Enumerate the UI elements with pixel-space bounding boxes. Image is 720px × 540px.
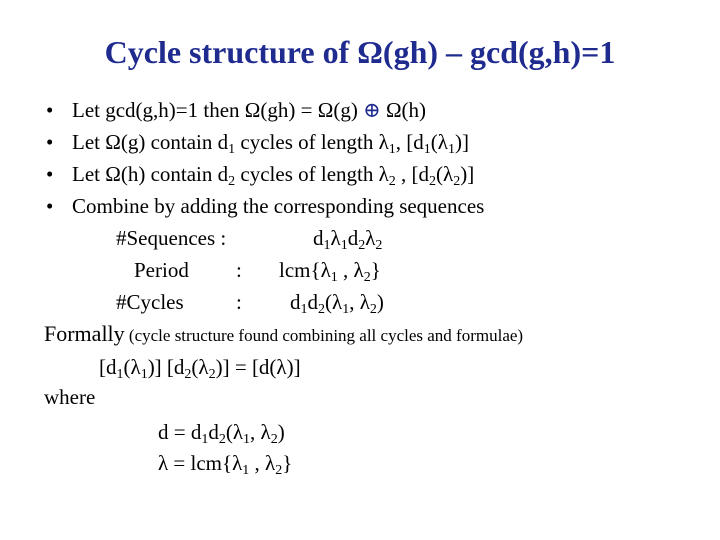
bullet-marker: • bbox=[46, 162, 54, 186]
bullet-marker: • bbox=[46, 194, 54, 218]
lambda-definition: $\lambda = lcm\{\lambda_1$ , $\lambda_2$} bbox=[158, 451, 293, 478]
formally-line bbox=[44, 322, 523, 348]
bullet-marker: • bbox=[46, 130, 54, 154]
bullet-omega-h-cycles: Let Ω(h) contain $d_2$ cycles of length $\lambda_2$ , $[d_2(\lambda_2)]$ bbox=[72, 162, 475, 189]
formally-note: (cycle structure found combining all cycles and formulae) bbox=[124, 326, 524, 345]
sequences-value: $d_1\lambda_1d_2\lambda_2$ bbox=[313, 226, 383, 253]
formally-word: Formally bbox=[44, 321, 125, 346]
cycles-value: $d_1d_2(\lambda_1$, $\lambda_2$) bbox=[290, 290, 384, 317]
where-label: where bbox=[44, 385, 96, 409]
cycles-separator: : bbox=[236, 290, 242, 314]
bullet-combine: Combine by adding the corresponding sequences bbox=[72, 194, 485, 218]
slide-title: Cycle structure of Ω(gh) – gcd(g,h)=1 bbox=[104, 34, 616, 70]
cycles-label: #Cycles bbox=[116, 290, 184, 314]
period-separator: : bbox=[236, 258, 242, 282]
direct-sum-symbol: ⊕ bbox=[363, 98, 381, 122]
bullet-omega-g-cycles: Let Ω(g) contain $d_1$ cycles of length $\lambda_1$, $[d_1(\lambda_1)]$ bbox=[72, 130, 469, 157]
sequences-label: #Sequences : bbox=[116, 226, 227, 250]
bullet-gcd-direct-sum: Let gcd(g,h)=1 then Ω(gh) = Ω(g) ⊕ Ω(h) bbox=[72, 98, 427, 122]
combination-formula: $[d_1(\lambda_1)] [d_2(\lambda_2)] = [d(\lambda)]$ bbox=[99, 355, 301, 382]
period-label: Period bbox=[134, 258, 189, 282]
d-definition: $d = d_1d_2(\lambda_1$, $\lambda_2$) bbox=[158, 420, 285, 447]
bullet-marker: • bbox=[46, 98, 54, 122]
period-value: $lcm\{\lambda_1$ , $\lambda_2$} bbox=[279, 258, 381, 285]
